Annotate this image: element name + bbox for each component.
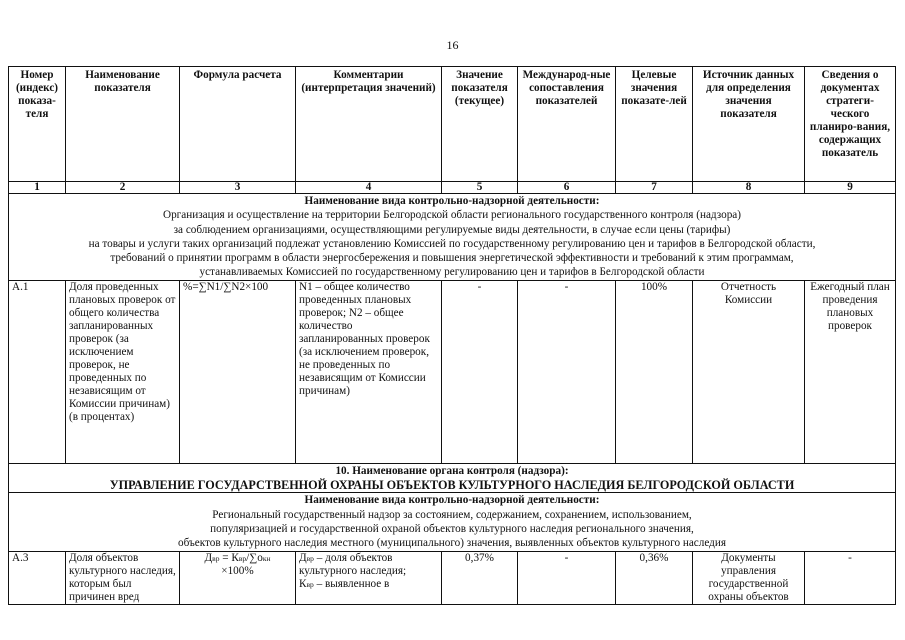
table-row-a1 (9, 280, 896, 463)
activity-line: устанавливаемых Комиссией по государственному регулированию цен и тарифов в Белгородской области (199, 266, 705, 279)
section-row-organ-10 (9, 463, 896, 493)
row-index: А.1 (9, 280, 66, 463)
column-number: 3 (180, 182, 296, 194)
section-row-activity-2 (9, 493, 896, 551)
row-source: Отчетность Комиссии (693, 280, 805, 463)
row-comment: N1 – общее количество проведенных плановых проверок; N2 – общее количество запланированных проверок (за исключением проверок, не проведенных по независящим от Комиссии причинам) (296, 280, 442, 463)
header-formula: Формула расчета (180, 67, 296, 182)
organ-title: 10. Наименование органа контроля (надзора): (335, 464, 569, 477)
formula-text: ×100% (221, 564, 254, 577)
comment-text: – выявленное в (313, 577, 390, 590)
table-header-row (9, 67, 896, 182)
formula-text: /∑о (246, 551, 263, 564)
formula-text: = К (219, 551, 239, 564)
formula-subscript: вр (238, 553, 247, 563)
row-formula (180, 551, 296, 604)
header-index: Номер (индекс) показа-теля (9, 67, 66, 182)
column-number: 1 (9, 182, 66, 194)
comment-text: – доля объектов культурного наследия; (299, 551, 407, 577)
row-documents: - (805, 551, 896, 604)
row-name: Доля проведенных плановых проверок от общего количества запланированных проверок (за исключением проверок, не проведенных по независящим от Комиссии причинам) (в процентах) (66, 280, 180, 463)
column-number: 7 (616, 182, 693, 194)
row-source: Документы управления государственной охраны объектов (693, 551, 805, 604)
table-row-a3 (9, 551, 896, 604)
organ-name: УПРАВЛЕНИЕ ГОСУДАРСТВЕННОЙ ОХРАНЫ ОБЪЕКТОВ КУЛЬТУРНОГО НАСЛЕДИЯ БЕЛГОРОДСКОЙ ОБЛАСТИ (109, 478, 795, 493)
organ-section-10 (9, 463, 896, 493)
activity-line: Организация и осуществление на территории Белгородской области регионального государственного контроля (надзора) (163, 209, 741, 222)
row-documents: Ежегодный план проведения плановых проверок (805, 280, 896, 463)
row-name: Доля объектов культурного наследия, которым был причинен вред (66, 551, 180, 604)
header-international: Международ-ные сопоставления показателей (518, 67, 616, 182)
header-comments: Комментарии (интерпретация значений) (296, 67, 442, 182)
section-row-activity-1 (9, 194, 896, 281)
column-number: 9 (805, 182, 896, 194)
indicators-table (8, 66, 896, 605)
activity-title-2: Наименование вида контрольно-надзорной деятельности: (304, 494, 600, 507)
formula-subscript: вр (212, 553, 220, 563)
column-number: 4 (296, 182, 442, 194)
column-number: 5 (442, 182, 518, 194)
comment-subscript: вр (306, 553, 314, 563)
header-name: Наименование показателя (66, 67, 180, 182)
activity-line: популяризацией и государственной охраной объектов культурного наследия регионального значения, (210, 522, 694, 535)
row-index: А.3 (9, 551, 66, 604)
header-value: Значение показателя (текущее) (442, 67, 518, 182)
row-comment (296, 551, 442, 604)
header-source: Источник данных для определения значения показателя (693, 67, 805, 182)
header-documents: Сведения о документах стратеги-ческого планиро-вания, содержащих показатель (805, 67, 896, 182)
row-international: - (518, 551, 616, 604)
row-value: 0,37% (442, 551, 518, 604)
formula-text: Д (204, 551, 213, 564)
row-target: 100% (616, 280, 693, 463)
activity-section-1 (9, 194, 896, 281)
row-target: 0,36% (616, 551, 693, 604)
column-number: 6 (518, 182, 616, 194)
activity-line: на товары и услуги таких организаций подлежат установлению Комиссией по государственному регулированию цен и тарифов в Белгородской области, (88, 237, 816, 250)
column-number: 2 (66, 182, 180, 194)
page-number: 16 (446, 38, 459, 52)
activity-line: за соблюдением организациями, осуществляющими регулируемые виды деятельности, в случае если цены (тарифы) (173, 223, 731, 236)
comment-text: Д (299, 551, 307, 564)
column-numbers-row (9, 182, 896, 194)
comment-subscript: вр (306, 579, 314, 589)
activity-line: требований о принятии программ в области энергосбережения и повышения энергетической эффективности и требований к этим программам, (110, 252, 794, 265)
activity-section-2 (9, 493, 896, 551)
formula-subscript: кн (262, 553, 271, 563)
activity-title-1: Наименование вида контрольно-надзорной деятельности: (304, 195, 600, 207)
row-international: - (518, 280, 616, 463)
column-number: 8 (693, 182, 805, 194)
row-value: - (442, 280, 518, 463)
comment-text: К (299, 577, 307, 590)
row-formula: %=∑N1/∑N2×100 (180, 280, 296, 463)
activity-line: объектов культурного наследия местного (муниципального) значения, выявленных объектов культурного наследия (178, 537, 726, 550)
activity-line: Региональный государственный надзор за состоянием, содержанием, сохранением, использованием, (212, 508, 692, 521)
header-target: Целевые значения показате-лей (616, 67, 693, 182)
